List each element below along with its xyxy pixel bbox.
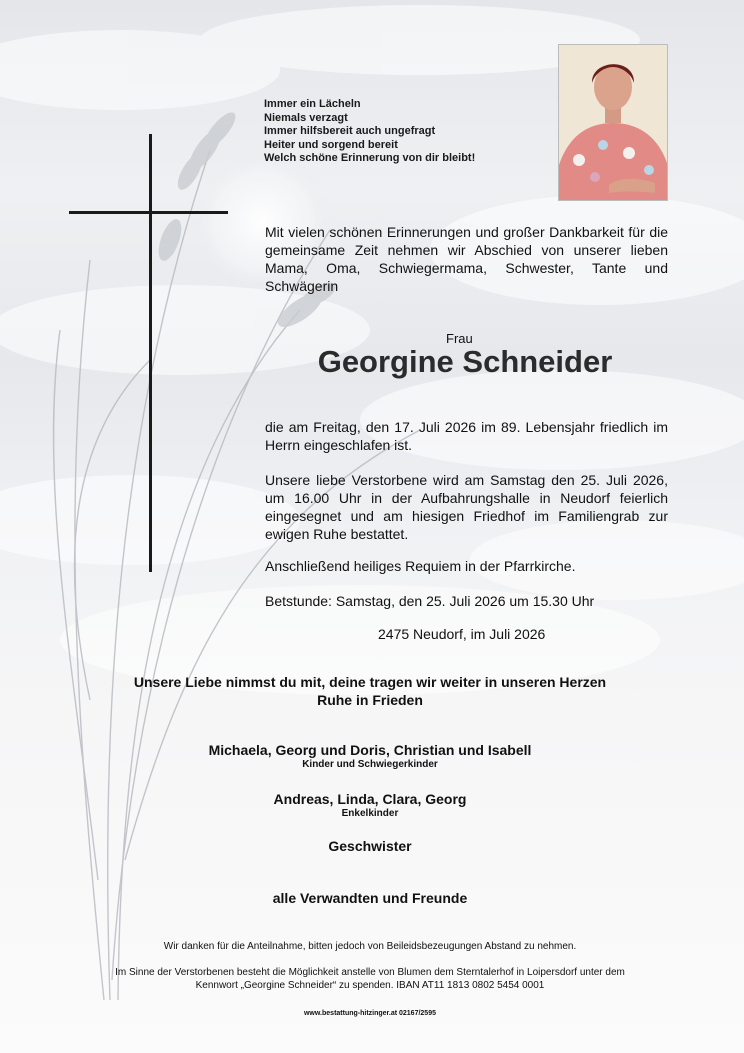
memorial-poem	[264, 98, 475, 166]
family-grandchildren	[70, 791, 670, 820]
grandchildren-names: Andreas, Linda, Clara, Georg	[273, 791, 467, 807]
poem-line: Niemals verzagt	[264, 111, 348, 124]
children-names: Michaela, Georg und Doris, Christian und Isabell	[208, 742, 532, 758]
quote-line: Ruhe in Frieden	[317, 692, 423, 708]
poem-line: Heiter und sorgend bereit	[264, 138, 398, 151]
family-relatives: alle Verwandten und Freunde	[272, 890, 468, 906]
intro-paragraph: Mit vielen schönen Erinnerungen und großer Dankbarkeit für die gemeinsame Zeit nehmen wir Abschied von unserer lieben Mama, Oma, Schwiegermama, Schwester, Tante und Schwägerin	[265, 224, 668, 294]
family-siblings: Geschwister	[328, 838, 412, 854]
portrait-photo	[558, 44, 668, 201]
place-date: 2475 Neudorf, im Juli 2026	[378, 626, 546, 642]
funeral-home-footer: www.bestattung-hitzinger.at 02167/2595	[303, 1010, 436, 1017]
poem-line: Immer hilfsbereit auch ungefragt	[264, 125, 436, 137]
funeral-paragraph: Unsere liebe Verstorbene wird am Samstag den 25. Juli 2026, um 16.00 Uhr in der Aufbahrungshalle in Neudorf feierlich eingesegnet und am hiesigen Friedhof im Familiengrab zur ewigen Ruhe bestattet.	[265, 472, 668, 542]
donation-line: Kennwort „Georgine Schneider“ zu spenden. IBAN AT11 1813 0802 5454 0001	[195, 980, 545, 991]
deceased-name: Georgine Schneider	[317, 344, 613, 379]
prayer-paragraph: Betstunde: Samstag, den 25. Juli 2026 um 15.30 Uhr	[265, 593, 595, 609]
grandchildren-role: Enkelkinder	[341, 808, 399, 819]
poem-line: Immer ein Lächeln	[264, 98, 361, 110]
donation-line: Im Sinne der Verstorbenen besteht die Möglichkeit anstelle von Blumen dem Sterntalerhof in Loipersdorf unter dem	[115, 967, 625, 978]
memorial-quote	[70, 673, 670, 709]
children-role: Kinder und Schwiegerkinder	[302, 759, 438, 770]
quote-line: Unsere Liebe nimmst du mit, deine tragen wir weiter in unseren Herzen	[133, 674, 607, 690]
poem-line: Welch schöne Erinnerung von dir bleibt!	[264, 152, 476, 164]
family-children	[70, 742, 670, 771]
salutation: Frau	[446, 331, 473, 346]
death-paragraph: die am Freitag, den 17. Juli 2026 im 89. Lebensjahr friedlich im Herrn eingeschlafen ist.	[265, 419, 668, 453]
thanks-note: Wir danken für die Anteilnahme, bitten jedoch von Beileidsbezeugungen Abstand zu nehmen.	[163, 941, 577, 952]
donation-note	[40, 966, 700, 992]
requiem-paragraph: Anschließend heiliges Requiem in der Pfarrkirche.	[265, 558, 576, 574]
